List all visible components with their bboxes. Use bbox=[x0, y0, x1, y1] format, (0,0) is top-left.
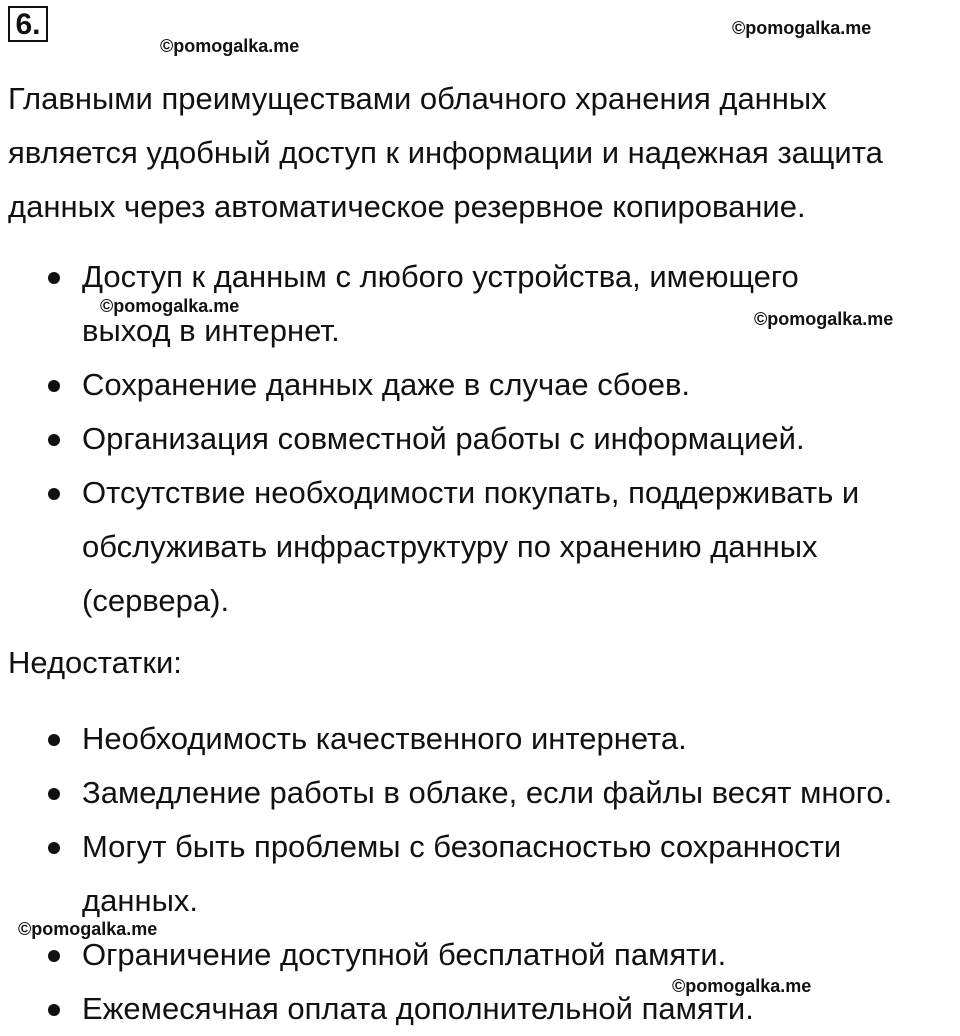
list-item bbox=[0, 250, 960, 358]
bullet-icon bbox=[48, 1004, 60, 1016]
list-item bbox=[0, 466, 960, 628]
list-item-text: Могут быть проблемы с безопасностью сохранности bbox=[82, 829, 842, 864]
watermark: ©pomogalka.me bbox=[18, 919, 158, 939]
watermark: ©pomogalka.me bbox=[100, 296, 240, 316]
list-item-text: Ограничение доступной бесплатной памяти. bbox=[82, 937, 727, 972]
watermark: ©pomogalka.me bbox=[160, 36, 300, 56]
intro-line: данных через автоматическое резервное копирование. bbox=[8, 189, 806, 224]
list-item-text: Ежемесячная оплата дополнительной памяти. bbox=[82, 991, 754, 1026]
list-item-text: Необходимость качественного интернета. bbox=[82, 721, 687, 756]
bullet-icon bbox=[48, 950, 60, 962]
watermark: ©pomogalka.me bbox=[672, 976, 812, 996]
list-item bbox=[0, 412, 960, 466]
list-item-text: данных. bbox=[82, 883, 198, 918]
list-item-text: Отсутствие необходимости покупать, поддерживать и bbox=[82, 475, 860, 510]
disadvantages-heading: Недостатки: bbox=[8, 645, 182, 680]
list-item bbox=[0, 766, 960, 820]
watermark: ©pomogalka.me bbox=[732, 18, 872, 38]
bullet-icon bbox=[48, 434, 60, 446]
watermark: ©pomogalka.me bbox=[754, 309, 894, 329]
bullet-icon bbox=[48, 272, 60, 284]
list-item-text: выход в интернет. bbox=[82, 313, 340, 348]
list-item-text: Организация совместной работы с информацией. bbox=[82, 421, 805, 456]
disadvantages-list bbox=[0, 712, 960, 1036]
list-item bbox=[0, 358, 960, 412]
list-item-text: Сохранение данных даже в случае сбоев. bbox=[82, 367, 691, 402]
list-item bbox=[0, 820, 960, 928]
bullet-icon bbox=[48, 788, 60, 800]
list-item bbox=[0, 982, 960, 1036]
bullet-icon bbox=[48, 842, 60, 854]
list-item-text: обслуживать инфраструктуру по хранению данных bbox=[82, 529, 818, 564]
list-item-text: (сервера). bbox=[82, 583, 230, 618]
task-number: 6. bbox=[8, 6, 48, 42]
intro-paragraph bbox=[8, 72, 952, 234]
list-item bbox=[0, 712, 960, 766]
list-item-text: Доступ к данным с любого устройства, имеющего bbox=[82, 259, 799, 294]
intro-line: Главными преимуществами облачного хранения данных bbox=[8, 81, 827, 116]
bullet-icon bbox=[48, 734, 60, 746]
advantages-list bbox=[0, 250, 960, 628]
list-item-text: Замедление работы в облаке, если файлы весят много. bbox=[82, 775, 893, 810]
bullet-icon bbox=[48, 488, 60, 500]
bullet-icon bbox=[48, 380, 60, 392]
intro-line: является удобный доступ к информации и надежная защита bbox=[8, 135, 883, 170]
list-item bbox=[0, 928, 960, 982]
